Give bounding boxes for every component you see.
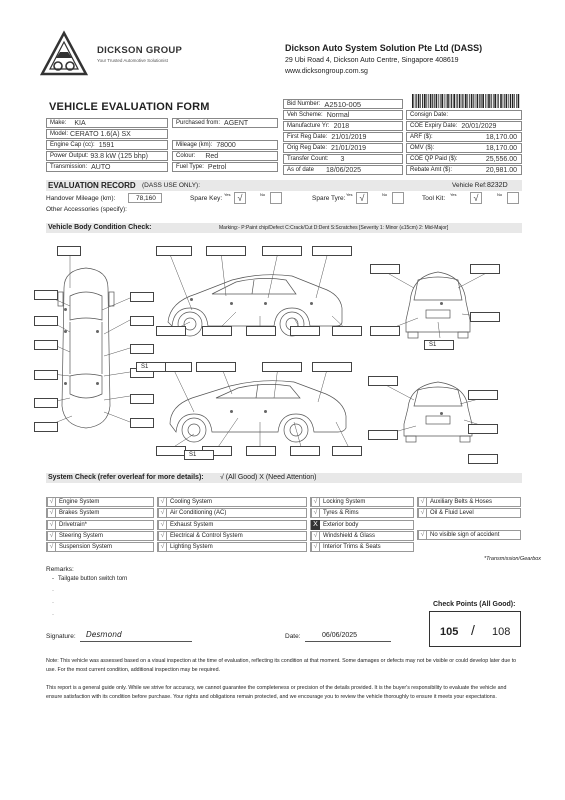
body-check-marking: Marking:- P:Paint chip/Defect C:Crack/Cut D:Dent S:Scratches [Severity 1: Minor (≤15cm) 2: Mid-Major] xyxy=(219,225,449,231)
spare-tyre-no-label: No xyxy=(382,192,388,197)
barcode-bar xyxy=(469,94,470,108)
car-front-view-lower xyxy=(404,382,472,442)
damage-box-side-upper-bottom-3[interactable] xyxy=(246,326,276,336)
damage-box-front-4[interactable] xyxy=(468,424,498,434)
barcode-bar xyxy=(500,94,502,108)
purchased-value: AGENT xyxy=(224,119,249,127)
tool-kit-yes-checkbox[interactable]: √ xyxy=(470,192,482,204)
barcode-bar xyxy=(497,94,498,108)
barcode-bar xyxy=(418,94,420,108)
system-check-label: Oil & Fluid Level xyxy=(430,510,474,517)
veh-scheme-value: Normal xyxy=(326,111,350,119)
damage-box-side-lower-bottom-3[interactable] xyxy=(246,446,276,456)
logo-name: DICKSON GROUP xyxy=(97,45,183,56)
system-check-mark[interactable]: √ xyxy=(158,508,167,518)
system-check-label: Interior Trims & Seats xyxy=(323,544,381,551)
barcode-bar xyxy=(491,94,492,108)
system-check-mark[interactable]: √ xyxy=(47,520,56,530)
barcode-bar xyxy=(504,94,505,108)
tool-kit-no-checkbox[interactable] xyxy=(507,192,519,204)
body-check-title: Vehicle Body Condition Check: xyxy=(48,224,152,231)
company-logo xyxy=(40,30,88,78)
spare-key-no-label: No xyxy=(260,192,266,197)
eval-record-subtitle: (DASS USE ONLY): xyxy=(142,182,201,189)
damage-pin xyxy=(190,298,193,301)
barcode-bar xyxy=(514,94,515,108)
vehicle-ref-label: Vehicle Ref: xyxy=(452,182,487,189)
form-title: VEHICLE EVALUATION FORM xyxy=(49,101,210,113)
omv-cell: OMV ($): 18,170.00 xyxy=(406,143,522,153)
barcode-bar xyxy=(494,94,496,108)
transmission-value: AUTO xyxy=(91,163,111,171)
damage-mark-side-upper[interactable]: S1 xyxy=(136,362,166,372)
barcode-bar xyxy=(412,94,414,108)
orig-reg-value: 21/01/2019 xyxy=(331,144,367,152)
system-check-label: Cooling System xyxy=(170,499,213,505)
system-check-mark[interactable]: √ xyxy=(158,497,167,507)
date-value: 06/06/2025 xyxy=(322,632,358,639)
remarks-label: Remarks: xyxy=(46,566,74,573)
mileage-cell: Mileage (km): 78000 xyxy=(172,140,278,150)
spare-tyre-label: Spare Tyre: xyxy=(312,195,346,202)
system-check-mark[interactable]: √ xyxy=(311,531,320,541)
damage-pin xyxy=(64,330,67,333)
damage-box-side-lower-bottom-4[interactable] xyxy=(290,446,320,456)
barcode-bar xyxy=(506,94,508,108)
signature-name: Desmond xyxy=(86,630,122,639)
colour-cell: Colour: Red xyxy=(172,151,278,161)
system-check-label: Lighting System xyxy=(170,544,213,551)
barcode-bar xyxy=(493,94,494,108)
barcode-bar xyxy=(420,94,421,108)
model-value: CERATO 1.6(A) SX xyxy=(70,130,131,138)
logo-tagline: Your Trusted Automotive Solutionist xyxy=(97,58,168,63)
barcode-bar xyxy=(503,94,504,108)
barcode-bar xyxy=(416,94,417,108)
checkpoints-value: 105 xyxy=(440,626,459,638)
arf-cell: ARF ($): 18,170.00 xyxy=(406,132,522,142)
rebate-value: 20,981.00 xyxy=(485,166,517,174)
spare-tyre-yes-checkbox[interactable]: √ xyxy=(356,192,368,204)
system-check-mark[interactable]: √ xyxy=(418,530,427,540)
barcode-bar xyxy=(456,94,457,108)
handover-value: 78,160 xyxy=(136,195,156,202)
barcode-bar xyxy=(432,94,433,108)
system-check-mark[interactable]: √ xyxy=(158,520,167,530)
transfer-value: 3 xyxy=(340,155,345,163)
damage-box-side-upper-bottom-2[interactable] xyxy=(202,326,232,336)
purchased-cell: Purchased from: AGENT xyxy=(172,118,278,128)
spare-key-no-checkbox[interactable] xyxy=(270,192,282,204)
spare-key-yes-label: Yes xyxy=(224,192,231,197)
system-check-label: Auxiliary Belts & Hoses xyxy=(430,499,493,505)
damage-box-top-left-1[interactable] xyxy=(34,290,58,300)
company-name: Dickson Auto System Solution Pte Ltd (DASS) xyxy=(285,43,483,53)
system-check-label: Air Conditioning (AC) xyxy=(170,510,227,517)
fuel-cell: Fuel Type: Petrol xyxy=(172,162,278,172)
checkpoints-sep: / xyxy=(471,622,475,638)
damage-pin xyxy=(264,410,267,413)
barcode-bar xyxy=(475,94,476,108)
company-website: www.dicksongroup.com.sg xyxy=(285,68,368,75)
barcode-bar xyxy=(424,94,426,108)
damage-pin xyxy=(230,302,233,305)
rebate-cell: Rebate Amt ($): 20,981.00 xyxy=(406,165,522,175)
system-check-mark[interactable]: √ xyxy=(158,542,167,552)
system-check-label: Brakes System xyxy=(59,510,100,517)
damage-box-front-1[interactable] xyxy=(368,376,398,386)
damage-pin xyxy=(96,330,99,333)
damage-box-top-left-3[interactable] xyxy=(34,340,58,350)
colour-value: Red xyxy=(205,152,219,160)
system-check-mark[interactable]: √ xyxy=(47,508,56,518)
damage-pin xyxy=(96,382,99,385)
barcode xyxy=(412,94,520,108)
remarks-bullet: - xyxy=(52,576,54,582)
damage-pin xyxy=(64,308,67,311)
system-check-mark[interactable]: √ xyxy=(47,542,56,552)
coe-expiry-value: 20/01/2029 xyxy=(461,122,497,130)
barcode-bar xyxy=(487,94,488,108)
engine-value: 1591 xyxy=(98,141,115,149)
damage-box-rear-4[interactable] xyxy=(470,312,500,322)
remarks-bullet: - xyxy=(52,600,54,606)
first-reg-value: 21/01/2019 xyxy=(331,133,367,141)
tool-kit-label: Tool Kit: xyxy=(422,195,446,202)
damage-box-side-upper-top-1[interactable] xyxy=(156,246,192,256)
barcode-bar xyxy=(479,94,480,108)
barcode-bar xyxy=(471,94,473,108)
barcode-bar xyxy=(446,94,447,108)
barcode-bar xyxy=(430,94,432,108)
barcode-bar xyxy=(415,94,416,108)
coe-qp-cell: COE QP Paid ($): 25,556.00 xyxy=(406,154,522,164)
barcode-bar xyxy=(462,94,463,108)
barcode-bar xyxy=(516,94,517,108)
system-check-label: Windshield & Glass xyxy=(323,532,376,539)
barcode-bar xyxy=(440,94,441,108)
damage-box-side-upper-bottom-5[interactable] xyxy=(332,326,362,336)
signature-line xyxy=(80,641,192,642)
bid-number-value: A2510-005 xyxy=(324,99,362,109)
company-address: 29 Ubi Road 4, Dickson Auto Centre, Singapore 408619 xyxy=(285,57,459,64)
damage-box-front-5[interactable] xyxy=(468,454,498,464)
eval-record-title: EVALUATION RECORD xyxy=(48,181,136,190)
damage-box-side-lower-top-3[interactable] xyxy=(262,362,302,372)
barcode-bar xyxy=(498,94,499,108)
system-check-mark[interactable]: √ xyxy=(47,497,56,507)
manufacture-value: 2018 xyxy=(333,122,350,130)
damage-box-top-right-5[interactable] xyxy=(130,394,154,404)
first-reg-cell: First Reg Date: 21/01/2019 xyxy=(283,132,403,142)
date-label: Date: xyxy=(285,633,301,640)
barcode-bar xyxy=(434,94,435,108)
damage-box-top-view-front[interactable] xyxy=(57,246,81,256)
damage-box-top-right-1[interactable] xyxy=(130,292,154,302)
damage-pin xyxy=(440,302,443,305)
power-value: 93.8 kW (125 bhp) xyxy=(90,152,148,160)
system-check-mark[interactable]: √ xyxy=(418,497,427,507)
barcode-bar xyxy=(464,94,465,108)
orig-reg-cell: Orig Reg Date: 21/01/2019 xyxy=(283,143,403,153)
system-check-label: Engine System xyxy=(59,499,100,505)
make-cell: Make: KIA xyxy=(46,118,168,128)
system-check-label: Exhaust System xyxy=(170,521,214,528)
barcode-bar xyxy=(481,94,482,108)
damage-pin xyxy=(230,410,233,413)
engine-cell: Engine Cap (cc): 1591 xyxy=(46,140,168,150)
barcode-bar xyxy=(510,94,511,108)
transmission-cell: Transmission: AUTO xyxy=(46,162,168,172)
arf-value: 18,170.00 xyxy=(485,133,517,141)
barcode-bar xyxy=(450,94,451,108)
damage-box-side-upper-top-4[interactable] xyxy=(312,246,352,256)
damage-mark-side-lower[interactable]: S1 xyxy=(184,450,214,460)
damage-mark-rear[interactable]: S1 xyxy=(424,340,454,350)
barcode-bar xyxy=(512,94,514,108)
system-check-mark[interactable]: √ xyxy=(47,531,56,541)
spare-key-yes-checkbox[interactable]: √ xyxy=(234,192,246,204)
damage-box-rear-3[interactable] xyxy=(370,326,400,336)
mileage-value: 78000 xyxy=(216,141,236,149)
barcode-bar xyxy=(477,94,479,108)
damage-box-side-lower-bottom-1[interactable] xyxy=(156,446,186,456)
damage-box-side-lower-bottom-5[interactable] xyxy=(332,446,362,456)
omv-value: 18,170.00 xyxy=(485,144,517,152)
coe-qp-value: 25,556.00 xyxy=(485,155,517,163)
damage-pin xyxy=(64,382,67,385)
barcode-bar xyxy=(444,94,445,108)
note-1: Note: This vehicle was assessed based on a visual inspection at the time of evaluation, reflecting its condition at that moment. Some damages or defects may not be visible or could develop later due to use. For the most current condition, additional inspection may be required. xyxy=(46,658,517,673)
barcode-bar xyxy=(426,94,427,108)
damage-box-top-left-4[interactable] xyxy=(34,370,58,380)
barcode-bar xyxy=(436,94,438,108)
barcode-bar xyxy=(441,94,443,108)
car-side-view-lower xyxy=(170,381,346,442)
damage-box-side-lower-top-4[interactable] xyxy=(312,362,352,372)
system-check-footnote: *Transmission/Gearbox xyxy=(484,556,542,562)
barcode-bar xyxy=(518,94,520,108)
checkpoints-label: Check Points (All Good): xyxy=(433,601,516,608)
transfer-cell: Transfer Count: 3 xyxy=(283,154,403,164)
damage-box-side-lower-top-2[interactable] xyxy=(196,362,236,372)
damage-box-rear-2[interactable] xyxy=(470,264,500,274)
system-check-title: System Check (refer overleaf for more details): xyxy=(48,474,204,481)
remarks-bullet: - xyxy=(52,588,54,594)
damage-pin xyxy=(264,302,267,305)
date-line xyxy=(305,641,391,642)
system-check-label: Locking System xyxy=(323,499,366,505)
barcode-bar xyxy=(428,94,429,108)
remarks-bullet: - xyxy=(52,612,54,618)
system-check-label: Electrical & Control System xyxy=(170,532,243,539)
model-cell: Model: CERATO 1.6(A) SX xyxy=(46,129,168,139)
damage-box-top-right-6[interactable] xyxy=(130,418,154,428)
car-diagram xyxy=(46,236,522,464)
damage-box-top-right-3[interactable] xyxy=(130,344,154,354)
power-cell: Power Output: 93.8 kW (125 bhp) xyxy=(46,151,168,161)
spare-tyre-yes-label: Yes xyxy=(346,192,353,197)
barcode-bar xyxy=(459,94,461,108)
checkpoints-total: 108 xyxy=(492,626,511,638)
barcode-bar xyxy=(453,94,455,108)
barcode-bar xyxy=(508,94,509,108)
barcode-bar xyxy=(457,94,458,108)
damage-box-side-upper-top-3[interactable] xyxy=(262,246,302,256)
system-check-label: Suspension System xyxy=(59,544,113,551)
consign-date-cell: Consign Date: xyxy=(406,110,522,120)
barcode-bar xyxy=(488,94,490,108)
barcode-bar xyxy=(473,94,474,108)
system-check-label: Exterior body xyxy=(323,521,359,528)
barcode-bar xyxy=(485,94,486,108)
tool-kit-no-label: No xyxy=(497,192,503,197)
barcode-bar xyxy=(467,94,468,108)
bid-number-cell: Bid Number: A2510-005 xyxy=(283,99,403,109)
note-2: This report is a general guide only. While we strive for accuracy, we cannot guarantee the completeness or precision of the details provided. It is the buyer's responsibility to evaluate the vehicle and ensure satisfaction with its condition before purchase. Your rights and obligations remain protected, and we encourage you to review the vehicle thoroughly to ensure it meets your expectations. xyxy=(46,685,507,700)
remarks-text: Tailgate button switch torn xyxy=(58,576,128,582)
as-of-value: 18/06/2025 xyxy=(326,166,362,174)
tool-kit-yes-label: Yes xyxy=(450,192,457,197)
manufacture-cell: Manufacture Yr: 2018 xyxy=(283,121,403,131)
system-check-label: Drivetrain* xyxy=(59,521,88,528)
as-of-cell: As of date 18/06/2025 xyxy=(283,165,403,175)
make-value: KIA xyxy=(74,119,86,127)
system-check-mark[interactable]: √ xyxy=(311,508,320,518)
system-check-mark[interactable]: √ xyxy=(311,497,320,507)
vehicle-ref-value: 8232D xyxy=(487,182,508,189)
handover-label: Handover Mileage (km): xyxy=(46,195,116,202)
damage-pin xyxy=(440,412,443,415)
system-check-legend: √ (All Good) X (Need Attention) xyxy=(220,474,317,481)
other-accessories-label: Other Accessories (specify): xyxy=(46,206,127,213)
barcode-bar xyxy=(465,94,467,108)
veh-scheme-cell: Veh Scheme: Normal xyxy=(283,110,403,120)
barcode-bar xyxy=(482,94,484,108)
system-check-label: Steering System xyxy=(59,532,104,539)
damage-box-front-2[interactable] xyxy=(468,390,498,400)
damage-box-top-left-5[interactable] xyxy=(34,398,58,408)
damage-box-side-upper-bottom-1[interactable] xyxy=(156,326,186,336)
barcode-bar xyxy=(447,94,449,108)
system-check-mark[interactable]: X xyxy=(311,520,320,530)
spare-key-label: Spare Key: xyxy=(190,195,223,202)
system-check-label: Tyres & Rims xyxy=(323,510,359,517)
system-check-mark[interactable]: √ xyxy=(418,508,427,518)
system-check-mark[interactable]: √ xyxy=(311,542,320,552)
coe-expiry-cell: COE Expiry Date: 20/01/2029 xyxy=(406,121,522,131)
system-check-label: No visible sign of accident xyxy=(430,531,500,538)
fuel-value: Petrol xyxy=(207,163,227,171)
car-top-view xyxy=(58,268,114,428)
damage-box-side-upper-top-2[interactable] xyxy=(206,246,246,256)
barcode-bar xyxy=(422,94,423,108)
damage-box-top-right-2[interactable] xyxy=(130,316,154,326)
damage-box-top-left-2[interactable] xyxy=(34,316,58,326)
damage-box-side-upper-bottom-4[interactable] xyxy=(290,326,320,336)
barcode-bar xyxy=(451,94,452,108)
damage-box-front-3[interactable] xyxy=(368,430,398,440)
damage-box-top-left-6[interactable] xyxy=(34,422,58,432)
damage-pin xyxy=(310,302,313,305)
car-rear-view-upper xyxy=(406,272,470,338)
signature-label: Signature: xyxy=(46,633,76,640)
spare-tyre-no-checkbox[interactable] xyxy=(392,192,404,204)
barcode-bar xyxy=(438,94,439,108)
damage-box-rear-1[interactable] xyxy=(370,264,400,274)
system-check-mark[interactable]: √ xyxy=(158,531,167,541)
